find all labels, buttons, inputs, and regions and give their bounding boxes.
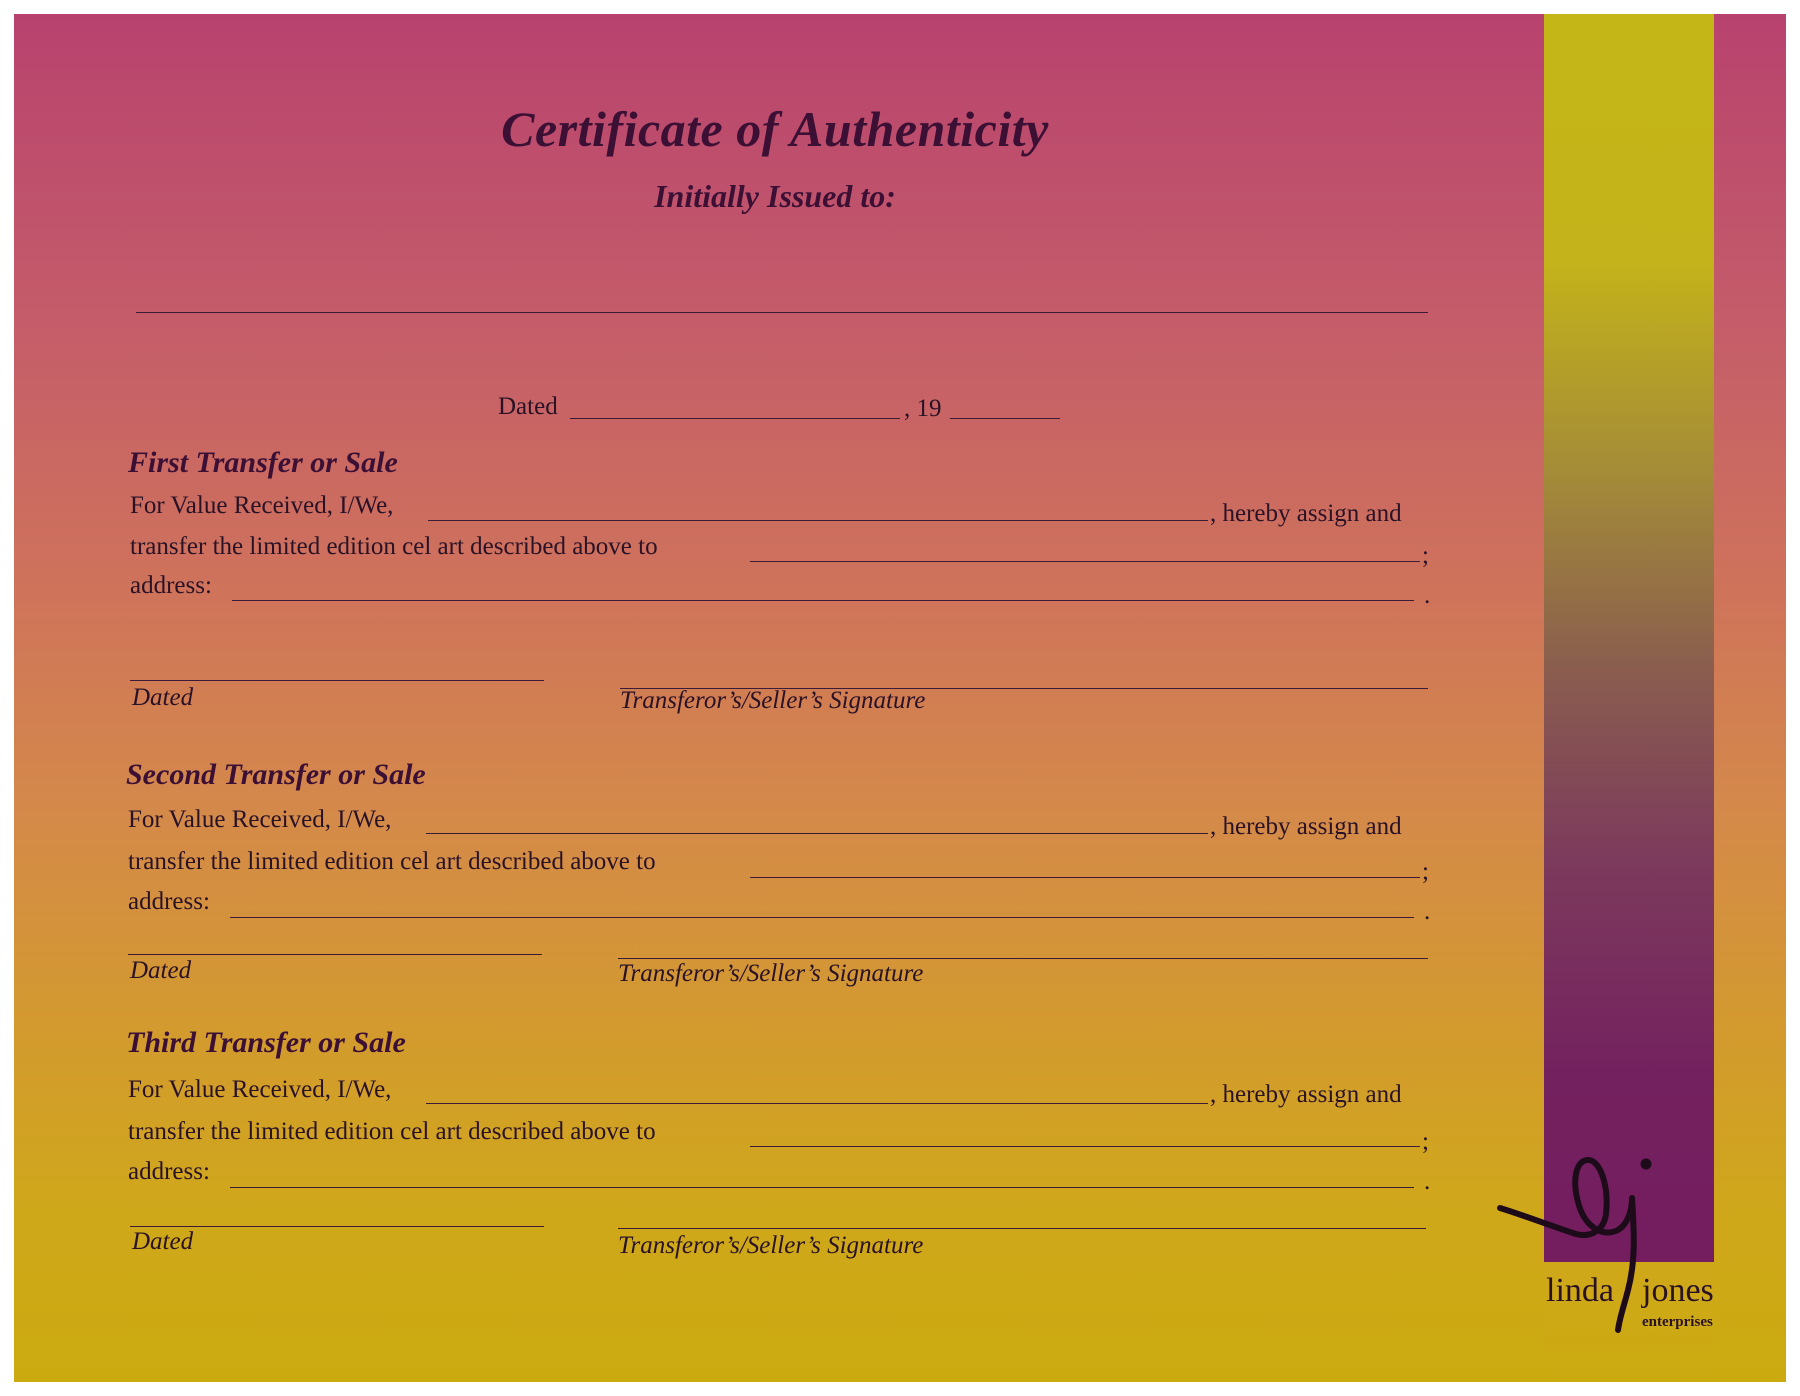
period: .	[1424, 582, 1431, 609]
certificate-title: Certificate of Authenticity	[501, 101, 1049, 157]
signature-caption: Transferor’s/Seller’s Signature	[618, 960, 924, 987]
date-signature-line[interactable]	[128, 954, 542, 955]
address-line[interactable]	[232, 600, 1414, 601]
dated-caption: Dated	[132, 1228, 194, 1255]
seller-signature-line[interactable]	[618, 958, 1428, 959]
transfer-to-label: transfer the limited edition cel art described above to	[128, 1118, 656, 1145]
signature-caption: Transferor’s/Seller’s Signature	[618, 1232, 924, 1259]
address-label: address:	[128, 888, 210, 915]
assign-label: , hereby assign and	[1210, 500, 1402, 527]
transferor-name-line[interactable]	[428, 520, 1208, 521]
transferee-name-line[interactable]	[750, 1146, 1420, 1147]
issue-year-line[interactable]	[950, 418, 1060, 419]
logo-tagline: enterprises	[1642, 1314, 1713, 1330]
transferee-name-line[interactable]	[750, 561, 1420, 562]
issue-dated-label: Dated	[498, 393, 558, 420]
semicolon: ;	[1422, 1128, 1429, 1155]
issue-year-prefix: , 19	[904, 395, 942, 422]
address-label: address:	[130, 572, 212, 599]
semicolon: ;	[1422, 542, 1429, 569]
transferor-name-line[interactable]	[426, 833, 1208, 834]
dated-caption: Dated	[130, 957, 192, 984]
section-heading: Second Transfer or Sale	[126, 758, 426, 791]
value-received-label: For Value Received, I/We,	[128, 806, 392, 833]
value-received-label: For Value Received, I/We,	[128, 1076, 392, 1103]
semicolon: ;	[1422, 858, 1429, 885]
assign-label: , hereby assign and	[1210, 1081, 1402, 1108]
recipient-name-line[interactable]	[136, 312, 1428, 313]
transfer-to-label: transfer the limited edition cel art described above to	[128, 848, 656, 875]
address-line[interactable]	[230, 1187, 1414, 1188]
dated-caption: Dated	[132, 684, 194, 711]
value-received-label: For Value Received, I/We,	[130, 492, 394, 519]
address-label: address:	[128, 1158, 210, 1185]
date-signature-line[interactable]	[130, 680, 544, 681]
address-line[interactable]	[230, 917, 1414, 918]
date-signature-line[interactable]	[130, 1226, 544, 1227]
period: .	[1424, 1168, 1431, 1195]
right-edge-stripe	[1714, 14, 1786, 1382]
section-heading: First Transfer or Sale	[128, 446, 398, 479]
certificate-subtitle: Initially Issued to:	[654, 178, 896, 214]
section-heading: Third Transfer or Sale	[126, 1026, 406, 1059]
transfer-to-label: transfer the limited edition cel art described above to	[130, 533, 658, 560]
issue-date-line[interactable]	[570, 418, 900, 419]
period: .	[1424, 898, 1431, 925]
transferor-name-line[interactable]	[426, 1103, 1208, 1104]
transferee-name-line[interactable]	[750, 877, 1420, 878]
signature-caption: Transferor’s/Seller’s Signature	[620, 687, 926, 714]
seller-signature-line[interactable]	[618, 1228, 1426, 1229]
logo-name-last: jones	[1642, 1272, 1714, 1309]
logo-name-first: linda	[1546, 1272, 1614, 1309]
assign-label: , hereby assign and	[1210, 813, 1402, 840]
